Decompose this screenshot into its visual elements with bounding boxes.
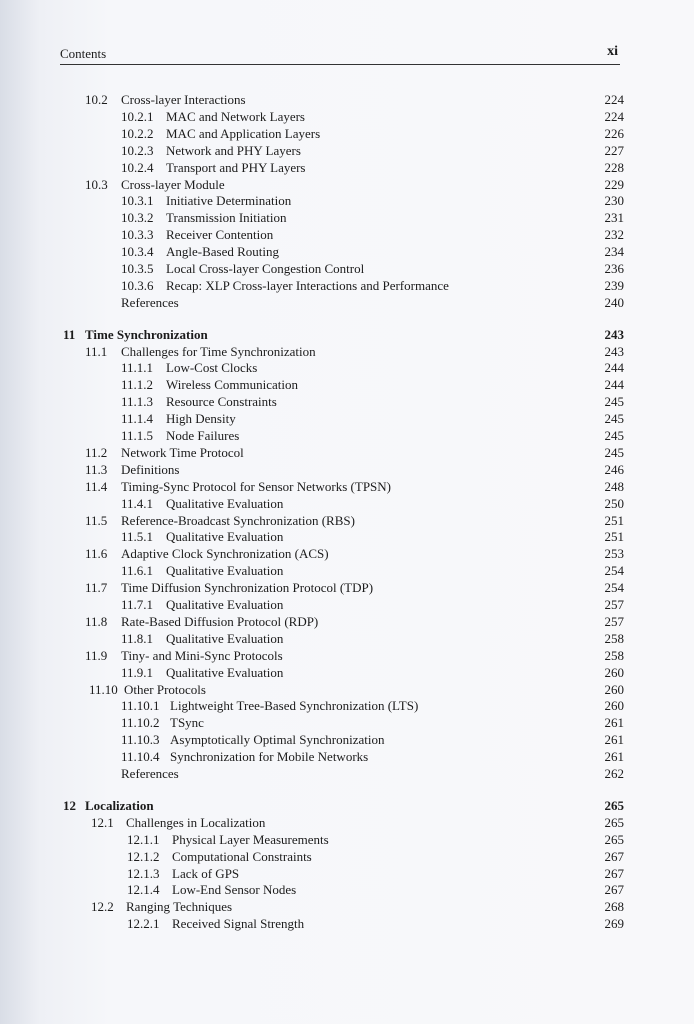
toc-entry-title: Angle-Based Routing: [166, 244, 280, 259]
toc-entry-title: Qualitative Evaluation: [166, 631, 284, 646]
toc-subsection-entry: [0, 831, 694, 848]
toc-entry-title: Qualitative Evaluation: [166, 597, 284, 612]
toc-subsection-entry: [0, 630, 694, 647]
toc-section-entry: [0, 461, 694, 478]
toc-section-entry: [0, 343, 694, 360]
toc-entry-title: References: [121, 295, 179, 310]
toc-subsection-entry: [0, 697, 694, 714]
toc-entry-number: 10.3.3: [121, 227, 154, 242]
toc-entry-title: Qualitative Evaluation: [166, 496, 284, 511]
toc-entry-number: 11.9.1: [121, 665, 154, 680]
toc-entry-title: Timing-Sync Protocol for Sensor Networks (TPSN): [121, 479, 391, 494]
toc-entry-page: 253: [604, 546, 624, 561]
toc-entry-number: 11.5: [85, 513, 108, 528]
toc-subsection-entry: [0, 881, 694, 898]
toc-subsection-entry: [0, 192, 694, 209]
toc-entry-title: Transport and PHY Layers: [166, 160, 306, 175]
toc-entry-page: 245: [604, 411, 624, 426]
toc-entry-title: Lack of GPS: [172, 866, 240, 881]
toc-entry-number: 11.5.1: [121, 529, 154, 544]
toc-entry-page: 260: [604, 665, 624, 680]
toc-entry-title: Adaptive Clock Synchronization (ACS): [121, 546, 329, 561]
toc-entry-page: 261: [604, 715, 624, 730]
toc-entry-title: Time Synchronization: [85, 327, 208, 342]
toc-entry-number: 11.2: [85, 445, 108, 460]
toc-entry-page: 244: [604, 377, 624, 392]
toc-entry-number: 11.1.3: [121, 394, 154, 409]
toc-subsection-entry: [0, 393, 694, 410]
toc-subsection-entry: [0, 848, 694, 865]
toc-subsection-entry: [0, 277, 694, 294]
toc-entry-number: 11.6: [85, 546, 108, 561]
toc-entry-number: 11.6.1: [121, 563, 154, 578]
toc-entry-page: 265: [604, 832, 624, 847]
toc-section-entry: [0, 545, 694, 562]
running-header: [60, 44, 620, 65]
toc-subsection-entry: [0, 260, 694, 277]
toc-entry-title: Wireless Communication: [166, 377, 298, 392]
toc-subsection-entry: [0, 495, 694, 512]
toc-entry-title: Node Failures: [166, 428, 240, 443]
toc-entry-page: 267: [604, 866, 624, 881]
toc-entry-number: 10.2: [85, 92, 108, 107]
toc-entry-page: 226: [604, 126, 624, 141]
toc-entry-number: 11.8: [85, 614, 108, 629]
toc-entry-title: Transmission Initiation: [166, 210, 287, 225]
toc-entry-number: 10.3.1: [121, 193, 154, 208]
toc-subsection-entry: [0, 226, 694, 243]
toc-entry-number: 11.3: [85, 462, 108, 477]
toc-subsection-entry: [0, 528, 694, 545]
toc-subsection-entry: [0, 359, 694, 376]
toc-entry-title: Network Time Protocol: [121, 445, 244, 460]
toc-chapter-entry: [0, 326, 694, 343]
toc-entry-title: Qualitative Evaluation: [166, 529, 284, 544]
toc-entry-page: 265: [604, 815, 624, 830]
toc-entry-title: References: [121, 766, 179, 781]
toc-entry-number: 11.4.1: [121, 496, 154, 511]
toc-entry-title: Qualitative Evaluation: [166, 563, 284, 578]
toc-entry-page: 243: [604, 344, 624, 359]
toc-entry-page: 269: [604, 916, 624, 931]
toc-section-entry: [0, 91, 694, 108]
toc-subsection-entry: [0, 142, 694, 159]
toc-entry-number: 11.4: [85, 479, 108, 494]
toc-entry-page: 257: [604, 614, 624, 629]
toc-entry-number: 11.7.1: [121, 597, 154, 612]
toc-entry-number: 11.1.5: [121, 428, 154, 443]
toc-subsection-entry: [0, 562, 694, 579]
toc-entry-title: Local Cross-layer Congestion Control: [166, 261, 365, 276]
toc-subsection-entry: [0, 159, 694, 176]
toc-entry-page: 258: [604, 648, 624, 663]
toc-section-entry: [0, 444, 694, 461]
toc-entry-title: Recap: XLP Cross-layer Interactions and Performance: [166, 278, 449, 293]
toc-entry-page: 260: [604, 682, 624, 697]
toc-entry-page: 258: [604, 631, 624, 646]
toc-entry-title: Tiny- and Mini-Sync Protocols: [121, 648, 283, 663]
toc-entry-title: Rate-Based Diffusion Protocol (RDP): [121, 614, 319, 629]
toc-entry-title: Cross-layer Module: [121, 177, 225, 192]
toc-entry-title: Receiver Contention: [166, 227, 274, 242]
toc-subsection-entry: [0, 108, 694, 125]
toc-entry-page: 245: [604, 445, 624, 460]
toc-entry-number: 11.10.2: [121, 715, 160, 730]
toc-entry-page: 265: [604, 798, 624, 813]
toc-entry-number: 10.2.2: [121, 126, 154, 141]
toc-section-entry: [0, 512, 694, 529]
toc-entry-number: 11.7: [85, 580, 108, 595]
toc-entry-number: 10.3.5: [121, 261, 154, 276]
running-header-title: Contents: [60, 46, 107, 61]
toc-section-entry: [0, 613, 694, 630]
toc-entry-title: Resource Constraints: [166, 394, 277, 409]
toc-entry-title: Time Diffusion Synchronization Protocol (TDP): [121, 580, 374, 595]
toc-entry-page: 245: [604, 394, 624, 409]
toc-subsection-entry: [0, 731, 694, 748]
toc-entry-title: Other Protocols: [124, 682, 206, 697]
toc-section-entry: [0, 814, 694, 831]
toc-entry-title: Lightweight Tree-Based Synchronization (LTS): [170, 698, 419, 713]
toc-entry-title: Computational Constraints: [172, 849, 312, 864]
toc-entry-page: 250: [604, 496, 624, 511]
toc-entry-number: 12.1.4: [127, 882, 160, 897]
toc-entry-page: 243: [604, 327, 624, 342]
toc-entry-number: 10.2.1: [121, 109, 154, 124]
toc-entry-number: 11.8.1: [121, 631, 154, 646]
toc-section-entry: [0, 681, 694, 698]
toc-entry-number: 11.1: [85, 344, 108, 359]
toc-entry-number: 12.2: [91, 899, 114, 914]
toc-entry-title: Definitions: [121, 462, 180, 477]
toc-entry-number: 10.3.6: [121, 278, 154, 293]
toc-entry-number: 12.1.2: [127, 849, 160, 864]
toc-entry-page: 251: [604, 529, 624, 544]
toc-entry-title: Low-End Sensor Nodes: [172, 882, 297, 897]
toc-entry-title: Localization: [85, 798, 154, 813]
toc-section-entry: [0, 647, 694, 664]
toc-entry-page: 229: [604, 177, 624, 192]
toc-subsection-entry: [0, 243, 694, 260]
toc-entry-page: 261: [604, 749, 624, 764]
toc-entry-page: 232: [604, 227, 624, 242]
toc-entry-title: Received Signal Strength: [172, 916, 305, 931]
toc-entry-title: Network and PHY Layers: [166, 143, 301, 158]
toc-entry-page: 224: [604, 92, 624, 107]
toc-entry-page: 224: [604, 109, 624, 124]
toc-entry-number: 10.3.2: [121, 210, 154, 225]
toc-subsection-entry: [0, 714, 694, 731]
toc-entry-page: 260: [604, 698, 624, 713]
toc-entry-page: 234: [604, 244, 624, 259]
toc-entry-title: TSync: [170, 715, 204, 730]
toc-entry-page: 261: [604, 732, 624, 747]
toc-subsection-entry: [0, 596, 694, 613]
toc-entry-page: 267: [604, 882, 624, 897]
toc-entry-page: 228: [604, 160, 624, 175]
toc-subsection-entry: [0, 125, 694, 142]
toc-subsection-entry: [0, 209, 694, 226]
toc-entry-number: 12.1.3: [127, 866, 160, 881]
toc-entry-number: 12.1.1: [127, 832, 160, 847]
toc-section-entry: [0, 579, 694, 596]
toc-entry-page: 262: [604, 766, 624, 781]
toc-entry-title: Initiative Determination: [166, 193, 292, 208]
toc-entry-page: 248: [604, 479, 624, 494]
toc-entry-title: Cross-layer Interactions: [121, 92, 246, 107]
toc-entry-page: 227: [604, 143, 624, 158]
toc-entry-page: 246: [604, 462, 624, 477]
toc-entry-number: 10.3: [85, 177, 108, 192]
toc-entry-page: 268: [604, 899, 624, 914]
toc-entry-page: 236: [604, 261, 624, 276]
toc-entry-title: Asymptotically Optimal Synchronization: [170, 732, 385, 747]
toc-entry-title: Ranging Techniques: [126, 899, 233, 914]
toc-subsection-entry: [0, 427, 694, 444]
toc-entry-number: 11.10: [89, 682, 118, 697]
toc-entry-page: 230: [604, 193, 624, 208]
toc-chapter-entry: [0, 797, 694, 814]
toc-entry-number: 12.2.1: [127, 916, 160, 931]
toc-entry-title: Challenges in Localization: [126, 815, 266, 830]
toc-entry-title: MAC and Network Layers: [166, 109, 305, 124]
toc-entry-number: 11.1.4: [121, 411, 154, 426]
toc-entry-page: 254: [604, 563, 624, 578]
toc-entry-title: Physical Layer Measurements: [172, 832, 329, 847]
toc-entry-number: 10.3.4: [121, 244, 154, 259]
toc-entry-title: Low-Cost Clocks: [166, 360, 258, 375]
toc-entry-number: 11.10.3: [121, 732, 160, 747]
toc-entry-page: 267: [604, 849, 624, 864]
toc-entry-title: Qualitative Evaluation: [166, 665, 284, 680]
toc-references-entry: [0, 294, 694, 311]
toc-entry-number: 12: [63, 798, 76, 813]
toc-entry-number: 11.10.4: [121, 749, 160, 764]
toc-entry-number: 11.1.1: [121, 360, 154, 375]
toc-entry-number: 11.1.2: [121, 377, 154, 392]
toc-section-entry: [0, 478, 694, 495]
toc-subsection-entry: [0, 376, 694, 393]
toc-entry-title: Challenges for Time Synchronization: [121, 344, 316, 359]
toc-entry-number: 12.1: [91, 815, 114, 830]
toc-entry-page: 239: [604, 278, 624, 293]
toc-entry-title: MAC and Application Layers: [166, 126, 321, 141]
toc-entry-number: 10.2.4: [121, 160, 154, 175]
toc-section-entry: [0, 898, 694, 915]
page-number: xi: [607, 44, 618, 59]
toc-entry-number: 11: [63, 327, 76, 342]
toc-entry-page: 257: [604, 597, 624, 612]
toc-entry-number: 11.9: [85, 648, 108, 663]
toc-section-entry: [0, 176, 694, 193]
toc-references-entry: [0, 765, 694, 782]
toc-entry-page: 231: [604, 210, 624, 225]
toc-subsection-entry: [0, 748, 694, 765]
toc-entry-page: 240: [604, 295, 624, 310]
toc-entry-number: 11.10.1: [121, 698, 160, 713]
toc-entry-page: 245: [604, 428, 624, 443]
toc-entry-title: High Density: [166, 411, 236, 426]
toc-subsection-entry: [0, 410, 694, 427]
toc-entry-page: 251: [604, 513, 624, 528]
toc-entry-number: 10.2.3: [121, 143, 154, 158]
toc-subsection-entry: [0, 865, 694, 882]
toc-entry-title: Synchronization for Mobile Networks: [170, 749, 369, 764]
toc-entry-page: 244: [604, 360, 624, 375]
toc-subsection-entry: [0, 915, 694, 932]
toc-subsection-entry: [0, 664, 694, 681]
toc-entry-title: Reference-Broadcast Synchronization (RBS): [121, 513, 355, 528]
toc-entry-page: 254: [604, 580, 624, 595]
